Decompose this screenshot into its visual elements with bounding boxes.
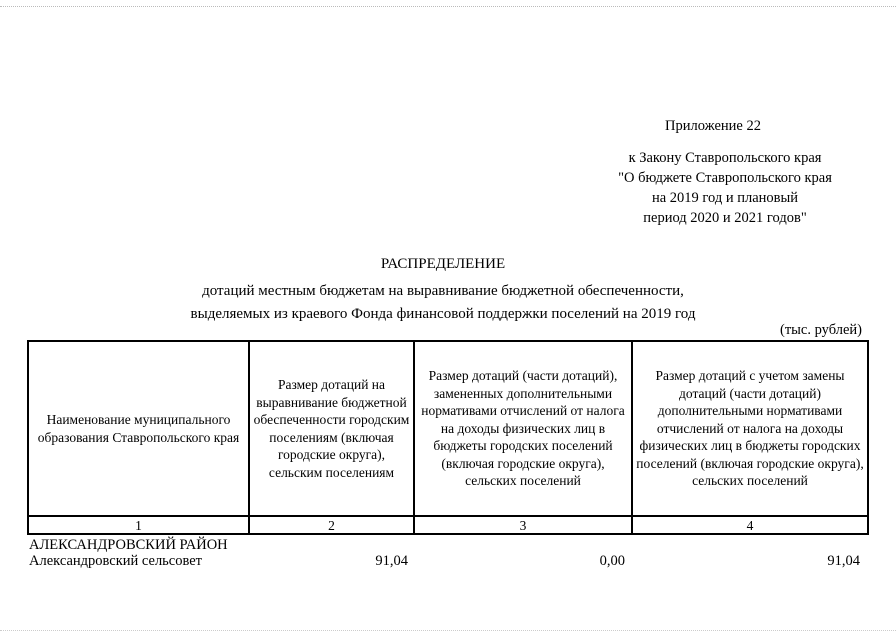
table-row-value-col2: 91,04 [375, 553, 408, 569]
appendix-line: "О бюджете Ставропольского края [618, 170, 832, 186]
table-row-name: Александровский сельсовет [29, 553, 203, 569]
document-subtitle-line2: выделяемых из краевого Фонда финансовой поддержки поселений на 2019 год [190, 306, 696, 322]
distribution-table [27, 340, 869, 535]
column-number: 1 [28, 516, 249, 534]
column-number: 4 [632, 516, 868, 534]
page-top-border [0, 6, 896, 7]
column-number: 3 [414, 516, 632, 534]
table-header-row [28, 341, 868, 516]
column-number: 2 [249, 516, 414, 534]
header-cell-adjusted: Размер дотаций с учетом замены дотаций (части дотаций) дополнительными нормативами отчислений от налога на доходы физических лиц в бюджеты городских поселений (включая городские округа), сельских поселений [632, 341, 868, 516]
document-subtitle-line1: дотаций местным бюджетам на выравнивание бюджетной обеспеченности, [202, 283, 684, 299]
table-row-value-col3: 0,00 [599, 553, 625, 569]
page-bottom-border [0, 630, 896, 631]
region-heading: АЛЕКСАНДРОВСКИЙ РАЙОН [29, 537, 228, 553]
header-cell-replaced: Размер дотаций (части дотаций), замененных дополнительными нормативами отчислений от налога на доходы физических лиц в бюджеты городских поселений (включая городские округа), сельских поселений [414, 341, 632, 516]
table-row-value-col4: 91,04 [827, 553, 860, 569]
column-number-row [28, 516, 868, 534]
document-title: РАСПРЕДЕЛЕНИЕ [380, 256, 506, 272]
appendix-block [560, 116, 890, 228]
header-cell-subsidy: Размер дотаций на выравнивание бюджетной обеспеченности городским поселениям (включая городские округа), сельским поселениям [249, 341, 414, 516]
appendix-line: период 2020 и 2021 годов" [643, 210, 807, 226]
header-cell-name: Наименование муниципального образования Ставропольского края [28, 341, 249, 516]
units-label: (тыс. рублей) [780, 322, 862, 338]
appendix-number: Приложение 22 [665, 118, 761, 134]
appendix-line: к Закону Ставропольского края [628, 150, 822, 166]
appendix-line: на 2019 год и плановый [651, 190, 799, 206]
